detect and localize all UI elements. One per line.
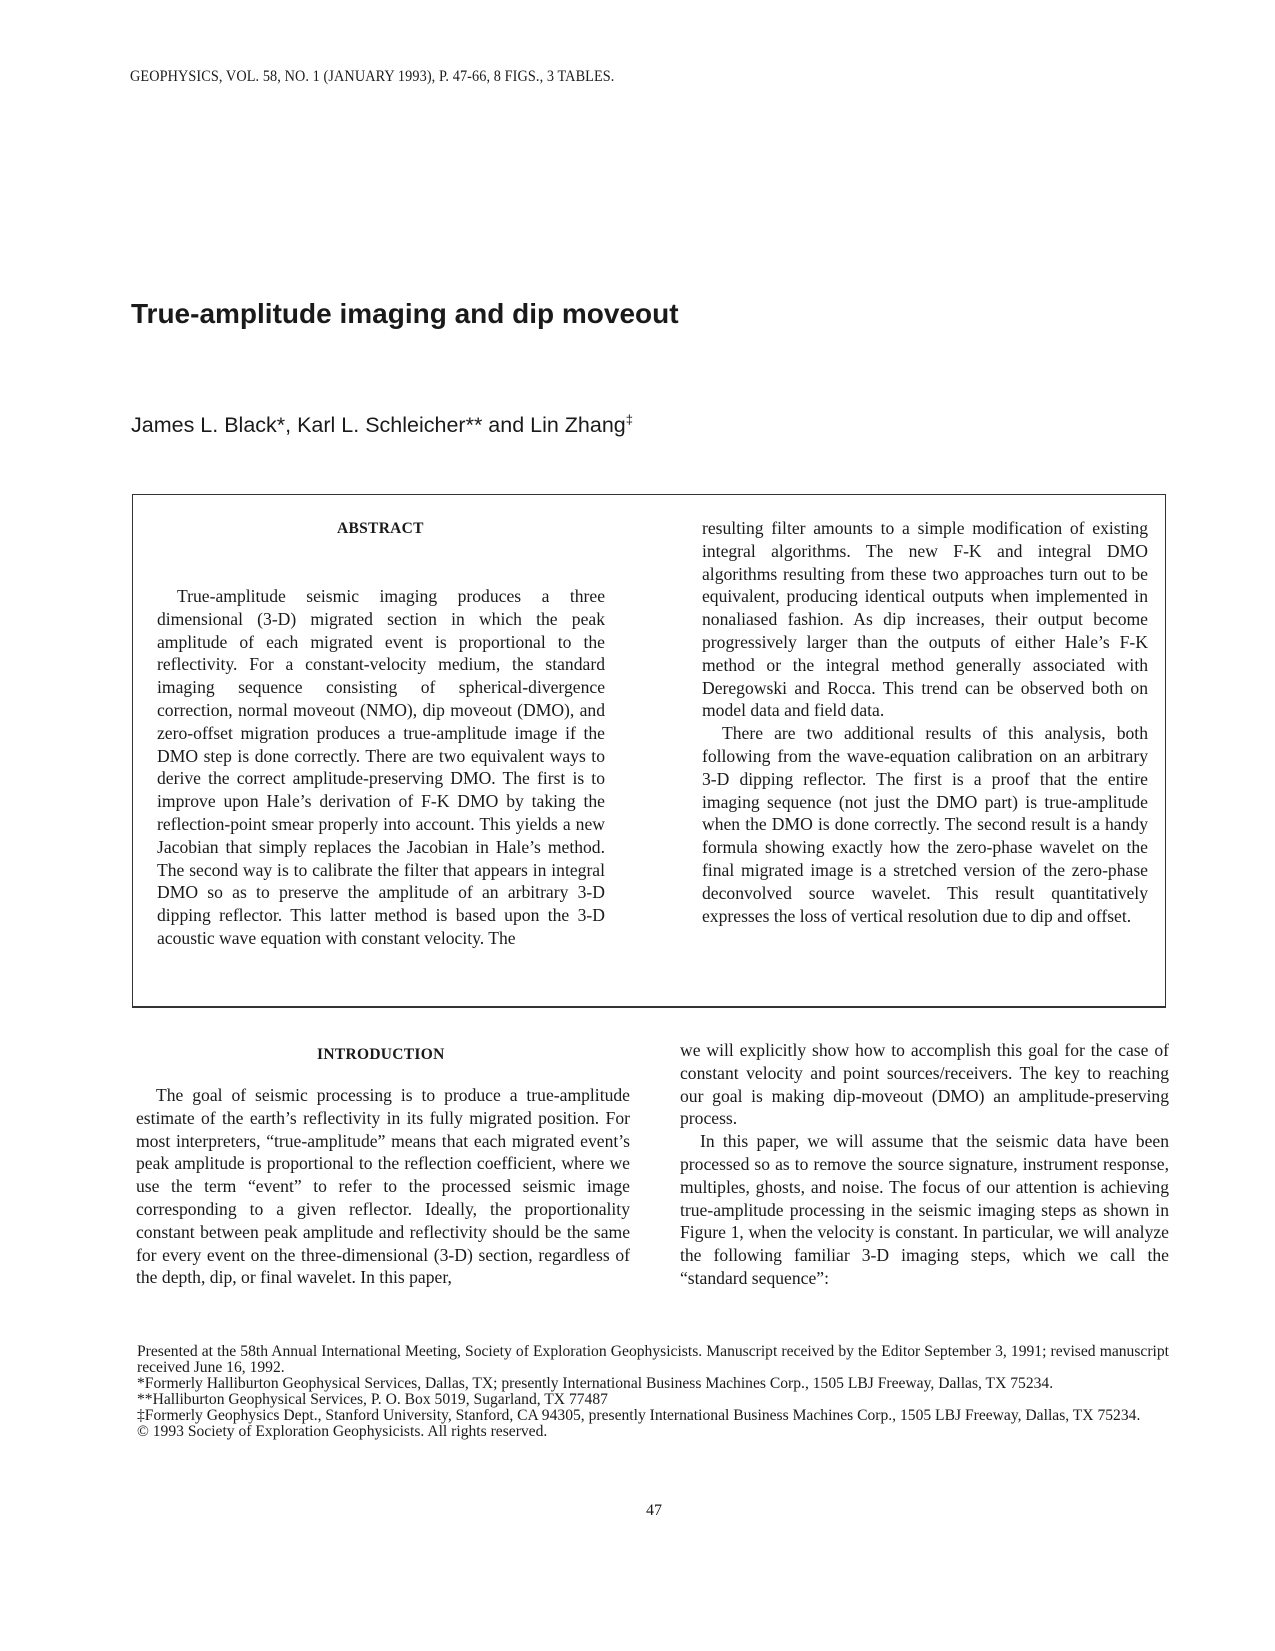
introduction-heading: INTRODUCTION xyxy=(317,1046,445,1063)
footnote-author-1: *Formerly Halliburton Geophysical Services, Dallas, TX; presently International Business Machines Corp., 1505 LBJ Freeway, Dallas, TX 75234. xyxy=(137,1375,1054,1392)
footnote-presented: Presented at the 58th Annual International Meeting, Society of Exploration Geophysicists. Manuscript received by the Editor September 3, 1991; revised manuscript received June 16, 1992. xyxy=(137,1343,1169,1376)
body-paragraph: The goal of seismic processing is to produce a true-amplitude estimate of the earth’s reflectivity in its fully migrated position. For most interpreters, “true-amplitude” means that each migrated event’s peak amplitude is proportional to the reflection coefficient, where we use the term “event” to refer to the processed seismic image corresponding to a given reflector. Ideally, the proportionality constant between peak amplitude and reflectivity should be the same for every event on the three-dimensional (3-D) section, regardless of the depth, dip, or final wavelet. In this paper, xyxy=(136,1085,630,1288)
introduction-left-column xyxy=(136,1084,630,1289)
abstract-heading: ABSTRACT xyxy=(337,520,424,537)
abstract-right-column xyxy=(702,517,1148,927)
copyright-notice: © 1993 Society of Exploration Geophysicists. All rights reserved. xyxy=(137,1423,548,1440)
abstract-paragraph: resulting filter amounts to a simple modification of existing integral algorithms. The new F-K and integral DMO algorithms resulting from these two approaches turn out to be equivalent, producing identical outputs when implemented in nonaliased fashion. As dip increases, their output become progressively larger than the outputs of either Hale’s F-K method or the integral method generally associated with Deregowski and Rocca. This trend can be observed both on model data and field data. xyxy=(702,518,1148,721)
journal-header: GEOPHYSICS, VOL. 58, NO. 1 (JANUARY 1993), P. 47-66, 8 FIGS., 3 TABLES. xyxy=(130,68,615,85)
footnote-author-3: ‡Formerly Geophysics Dept., Stanford University, Stanford, CA 94305, presently International Business Machines Corp., 1505 LBJ Freeway, Dallas, TX 75234. xyxy=(137,1407,1141,1424)
paper-title: True-amplitude imaging and dip moveout xyxy=(131,298,679,329)
abstract-paragraph: True-amplitude seismic imaging produces a three dimensional (3-D) migrated section in which the peak amplitude of each migrated event is proportional to the reflectivity. For a constant-velocity medium, the standard imaging sequence consisting of spherical-divergence correction, normal moveout (NMO), dip moveout (DMO), and zero-offset migration produces a true-amplitude image if the DMO step is done correctly. There are two equivalent ways to derive the correct amplitude-preserving DMO. The first is to improve upon Hale’s derivation of F-K DMO by taking the reflection-point smear properly into account. This yields a new Jacobian that simply replaces the Jacobian in Hale’s method. The second way is to calibrate the filter that appears in integral DMO so as to preserve the amplitude of an arbitrary 3-D dipping reflector. This latter method is based upon the 3-D acoustic wave equation with constant velocity. The xyxy=(157,586,605,948)
author-names: James L. Black*, Karl L. Schleicher** and Lin Zhang xyxy=(131,413,626,438)
author-list xyxy=(131,412,633,438)
footnotes xyxy=(137,1344,1169,1440)
body-paragraph: we will explicitly show how to accomplish this goal for the case of constant velocity and point sources/receivers. The key to reaching our goal is making dip-moveout (DMO) an amplitude-preserving process. xyxy=(680,1040,1169,1129)
abstract-left-column xyxy=(157,585,605,950)
author-footnote-mark: ‡ xyxy=(625,412,633,427)
abstract-paragraph: There are two additional results of this analysis, both following from the wave-equation calibration on an arbitrary 3-D dipping reflector. The first is a proof that the entire imaging sequence (not just the DMO part) is true-amplitude when the DMO is done correctly. The second result is a handy formula showing exactly how the zero-phase wavelet on the final migrated image is a stretched version of the zero-phase deconvolved source wavelet. This result quantitatively expresses the loss of vertical resolution due to dip and offset. xyxy=(702,723,1148,926)
page-number: 47 xyxy=(646,1502,662,1519)
footnote-author-2: **Halliburton Geophysical Services, P. O. Box 5019, Sugarland, TX 77487 xyxy=(137,1391,608,1408)
body-paragraph: In this paper, we will assume that the seismic data have been processed so as to remove the source signature, instrument response, multiples, ghosts, and noise. The focus of our attention is achieving true-amplitude processing in the seismic imaging steps as shown in Figure 1, when the velocity is constant. In particular, we will analyze the following familiar 3-D imaging steps, which we call the “standard sequence”: xyxy=(680,1131,1169,1288)
introduction-right-column xyxy=(680,1039,1169,1290)
